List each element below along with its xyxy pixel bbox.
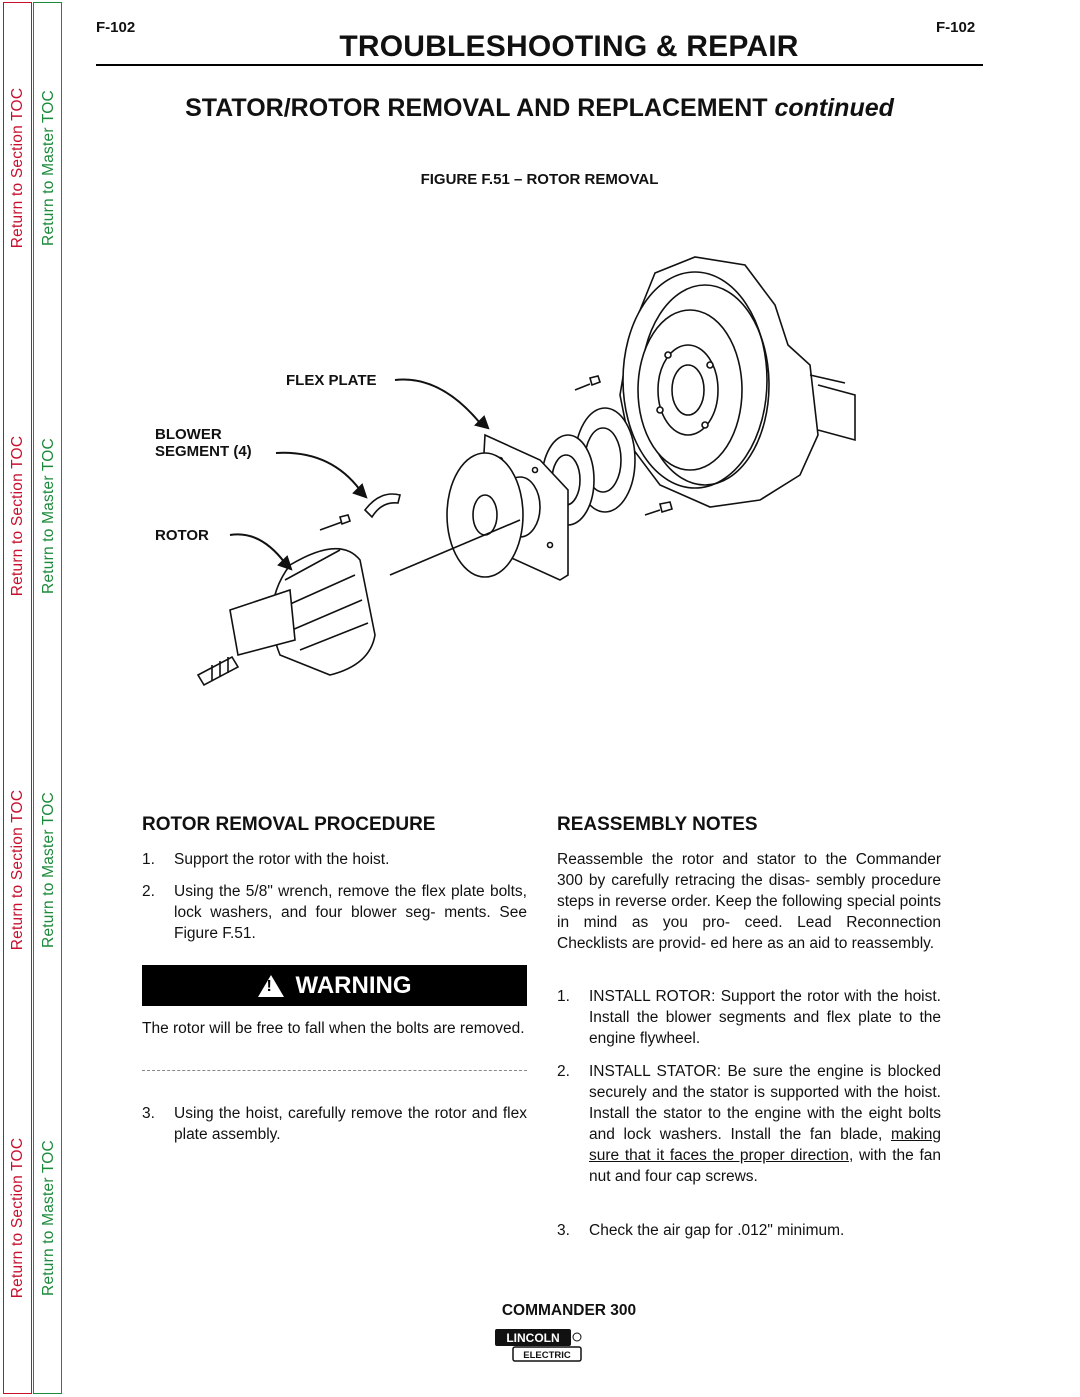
return-to-section-toc-link-3[interactable]: Return to Section TOC: [9, 789, 27, 951]
return-to-section-toc-link-4[interactable]: Return to Section TOC: [9, 1137, 27, 1299]
return-to-master-toc-link-2[interactable]: Return to Master TOC: [39, 438, 57, 594]
rotor-label: ROTOR: [155, 527, 209, 544]
warning-banner: [142, 965, 527, 1006]
lincoln-electric-logo: [493, 1327, 583, 1363]
reassembly-step-2: [557, 1061, 941, 1211]
figure-caption: FIGURE F.51 – ROTOR REMOVAL: [420, 171, 659, 188]
removal-step-3: [142, 1103, 527, 1147]
warning-text: The rotor will be free to fall when the bolts are removed.: [142, 1020, 525, 1037]
step-text: Using the hoist, carefully remove the rotor and flex plate assembly.: [174, 1105, 527, 1143]
removal-step-1: [142, 849, 527, 871]
header-rule: [96, 64, 983, 66]
reassembly-step-1: [557, 986, 941, 1052]
step-text: INSTALL ROTOR: Support the rotor with the hoist. Install the blower segments and flex plate to the engine flywheel.: [589, 988, 941, 1047]
step-number: 2.: [557, 1063, 570, 1080]
step-text: Using the 5/8" wrench, remove the flex plate bolts, lock washers, and four blower seg- ments. See Figure F.51.: [174, 883, 527, 942]
logo-bottom-text: ELECTRIC: [523, 1350, 571, 1361]
warning-triangle-icon: [258, 975, 284, 997]
logo-top-text: LINCOLN: [506, 1331, 560, 1345]
section-toc-strip: [3, 2, 32, 1394]
return-to-master-toc-link-4[interactable]: Return to Master TOC: [39, 1140, 57, 1296]
blower-segment-label-line2: SEGMENT (4): [155, 443, 252, 460]
subtitle-emphasis: continued: [774, 94, 894, 122]
step-number: 1.: [142, 851, 155, 868]
step-text: Support the rotor with the hoist.: [174, 851, 390, 868]
master-toc-strip: [33, 2, 62, 1394]
step-number: 2.: [142, 883, 155, 900]
model-name: COMMANDER 300: [501, 1302, 637, 1319]
return-to-master-toc-link-1[interactable]: Return to Master TOC: [39, 90, 57, 246]
rotor-shaft: [198, 657, 238, 685]
step-number: 1.: [557, 988, 570, 1005]
flex-plate-label: FLEX PLATE: [286, 372, 377, 389]
rotor-removal-heading: ROTOR REMOVAL PROCEDURE: [142, 814, 436, 835]
bolt-upper: [575, 376, 600, 390]
blower-segment: [365, 494, 400, 517]
step-text: Check the air gap for .012" minimum.: [589, 1222, 845, 1239]
bolt-lower: [645, 502, 672, 515]
return-to-section-toc-link-2[interactable]: Return to Section TOC: [9, 435, 27, 597]
blower-segment-label-line1: BLOWER: [155, 426, 222, 443]
reassembly-step-3: [557, 1220, 941, 1242]
section-subtitle: STATOR/ROTOR REMOVAL AND REPLACEMENT continued: [185, 94, 894, 122]
page-number-left: F-102: [96, 19, 136, 36]
return-to-section-toc-link-1[interactable]: Return to Section TOC: [9, 87, 27, 249]
step-number: 3.: [557, 1222, 570, 1239]
step-text: INSTALL STATOR: Be sure the engine is blocked securely and the stator is supported with the hoist. Install the stator to the engine with the eight bolts and lock washers. Install the fan blade, making sure that it faces the proper direction, with the fan nut and four cap screws.: [589, 1063, 941, 1185]
rotor-removal-illustration: [190, 245, 890, 695]
warning-divider: [142, 1070, 527, 1071]
removal-step-2: [142, 881, 527, 947]
warning-label: WARNING: [295, 971, 412, 999]
underlined-emphasis: making sure that it faces the proper direction: [589, 1126, 941, 1164]
reassembly-intro: Reassemble the rotor and stator to the Commander 300 by carefully retracing the disas- sembly procedure steps in reverse order. Keep the following special points in mind as you pro- ceed. Lead Reconnection Checklists are provid- ed here as an aid to reassembly.: [557, 851, 941, 952]
reassembly-heading: REASSEMBLY NOTES: [557, 814, 758, 835]
step-number: 3.: [142, 1105, 155, 1122]
return-to-master-toc-link-3[interactable]: Return to Master TOC: [39, 792, 57, 948]
page-title: TROUBLESHOOTING & REPAIR: [339, 30, 799, 63]
page-number-right: F-102: [936, 19, 976, 36]
